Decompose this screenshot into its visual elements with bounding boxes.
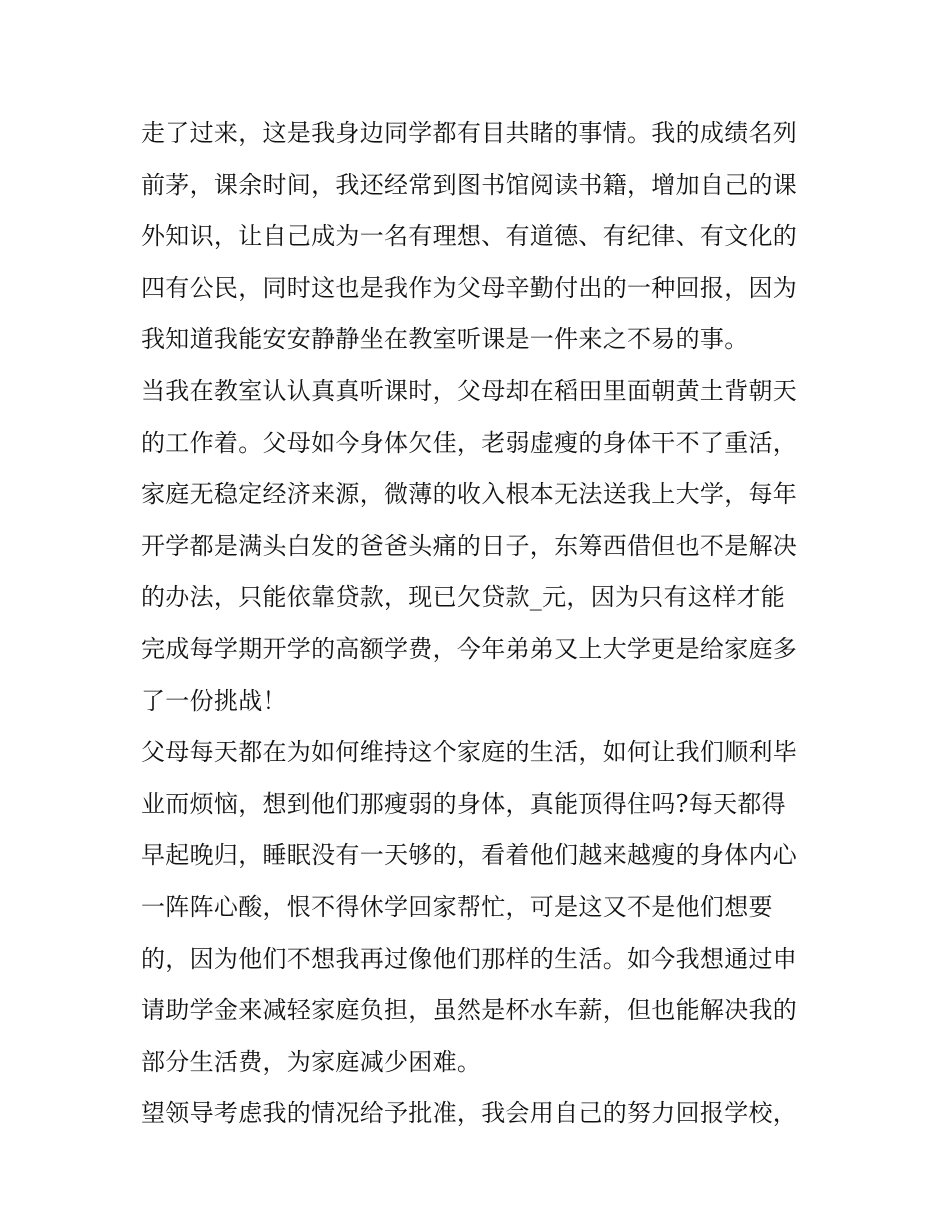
text-line: 的工作着。父母如今身体欠佳，老弱虚瘦的身体干不了重活，	[141, 428, 798, 457]
text-line: 当我在教室认认真真听课时，父母却在稻田里面朝黄土背朝天	[141, 376, 798, 405]
text-line: 部分生活费，为家庭减少困难。	[141, 1047, 482, 1076]
text-line: 开学都是满头白发的爸爸头痛的日子，东筹西借但也不是解决	[141, 531, 798, 560]
text-line: 早起晚归，睡眠没有一天够的，看着他们越来越瘦的身体内心	[141, 841, 798, 870]
text-line: 的办法，只能依靠贷款，现已欠贷款_元，因为只有这样才能	[141, 583, 786, 612]
text-line: 一阵阵心酸，恨不得休学回家帮忙，可是这又不是他们想要	[141, 892, 773, 921]
document-body	[141, 108, 813, 1140]
text-line: 走了过来，这是我身边同学都有目共睹的事情。我的成绩名列	[141, 119, 798, 147]
text-line: 家庭无稳定经济来源，微薄的收入根本无法送我上大学，每年	[141, 480, 798, 509]
text-line: 请助学金来减轻家庭负担，虽然是杯水车薪，但也能解决我的	[141, 996, 798, 1025]
text-line: 父母每天都在为如何维持这个家庭的生活，如何让我们顺利毕	[141, 738, 798, 767]
text-line: 望领导考虑我的情况给予批准，我会用自己的努力回报学校，	[141, 1099, 798, 1128]
text-line: 业而烦恼，想到他们那瘦弱的身体，真能顶得住吗?每天都得	[141, 789, 786, 818]
text-line: 我知道我能安安静静坐在教室听课是一件来之不易的事。	[141, 325, 749, 354]
text-line: 四有公民，同时这也是我作为父母辛勤付出的一种回报，因为	[141, 273, 798, 302]
text-line: 外知识，让自己成为一名有理想、有道德、有纪律、有文化的	[141, 222, 798, 251]
text-line: 了一份挑战！	[141, 686, 287, 715]
text-line: 的，因为他们不想我再过像他们那样的生活。如今我想通过申	[141, 944, 798, 973]
text-line: 完成每学期开学的高额学费，今年弟弟又上大学更是给家庭多	[141, 634, 798, 663]
text-line: 前茅，课余时间，我还经常到图书馆阅读书籍，增加自己的课	[141, 170, 798, 199]
